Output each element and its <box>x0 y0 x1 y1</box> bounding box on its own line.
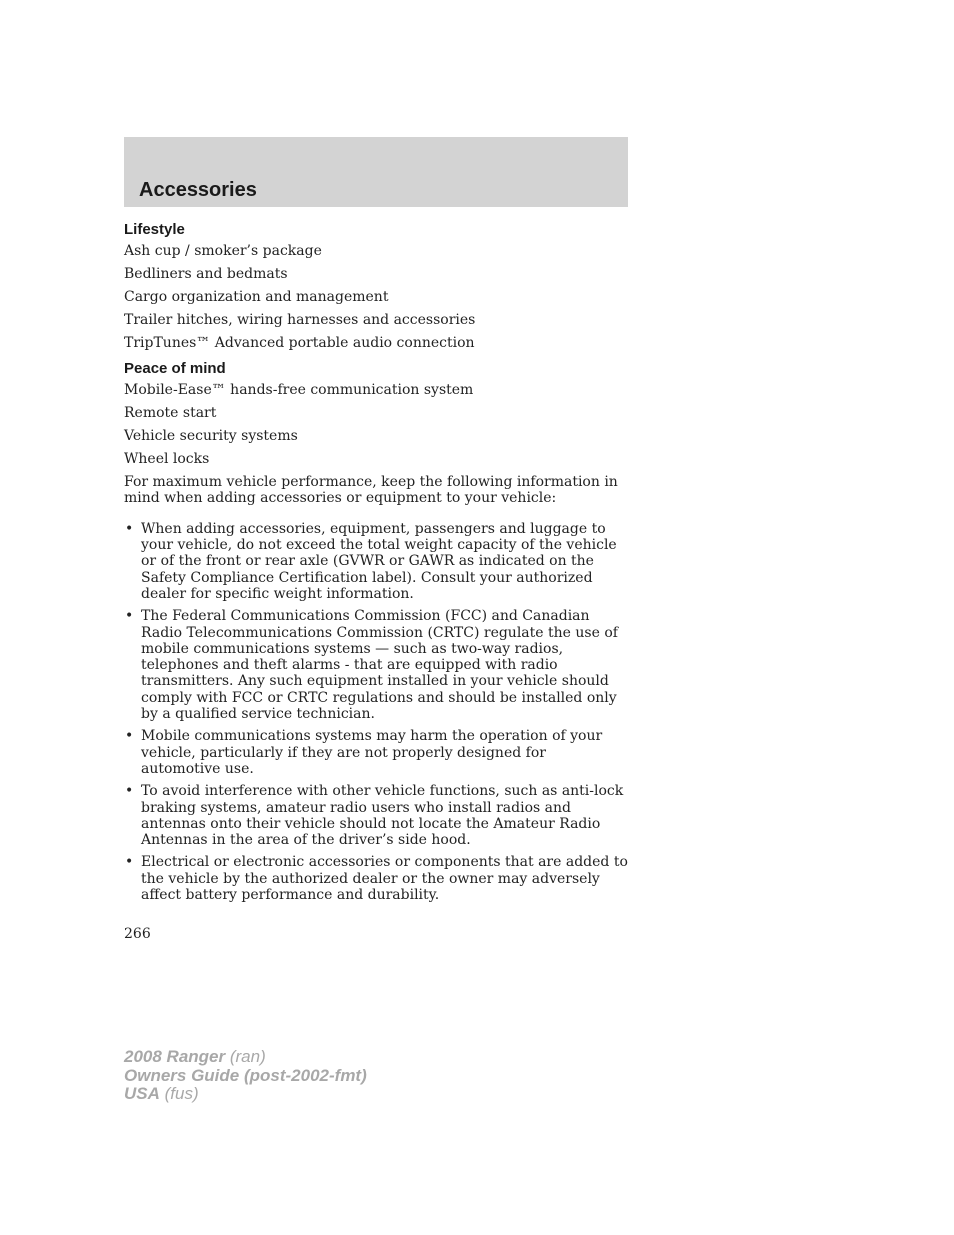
bullet-icon: • <box>125 783 134 800</box>
list-item: Cargo organization and management <box>124 289 389 305</box>
bullet-item <box>124 783 628 848</box>
bullet-text: Mobile communications systems may harm the operation of your vehicle, particularly if they are not properly designed for automotive use. <box>141 728 603 777</box>
bullet-item <box>124 728 628 777</box>
intro-paragraph: For maximum vehicle performance, keep the following information in mind when adding accessories or equipment to your vehicle: <box>124 474 618 507</box>
footer-market: USA <box>124 1084 160 1103</box>
list-item: Bedliners and bedmats <box>124 266 288 282</box>
page-number: 266 <box>124 926 151 942</box>
footer-market-code: (fus) <box>159 1084 199 1103</box>
bullet-text: The Federal Communications Commission (FCC) and Canadian Radio Telecommunications Commission (CRTC) regulate the use of mobile communications systems — such as two-way radios, telephones and theft alarms - that are equipped with radio transmitters. Any such equipment installed in your vehicle should comply with FCC or CRTC regulations and should be installed only by a qualified service technician. <box>141 608 618 723</box>
peace-of-mind-list <box>124 382 628 468</box>
footer-line-guide <box>124 1067 367 1086</box>
bullet-icon: • <box>125 520 134 537</box>
bullet-item <box>124 854 628 903</box>
section-header-band <box>124 137 628 207</box>
footer-line-market <box>124 1085 367 1104</box>
list-item: Mobile-Ease™ hands-free communication system <box>124 382 474 398</box>
guidance-bullet-list <box>124 521 628 904</box>
main-content <box>124 220 628 909</box>
list-item: Wheel locks <box>124 451 210 467</box>
footer-model: 2008 Ranger <box>124 1047 226 1066</box>
bullet-item <box>124 608 628 722</box>
bullet-text: To avoid interference with other vehicle functions, such as anti-lock braking systems, amateur radio users who install radios and antennas onto their vehicle should not locate the Amateur Radio Antennas in the area of the driver’s side hood. <box>141 783 624 849</box>
document-footer <box>124 1048 367 1104</box>
footer-model-code: (ran) <box>225 1047 266 1066</box>
section-heading-peace-of-mind: Peace of mind <box>124 360 226 377</box>
page-title: Accessories <box>139 179 257 201</box>
list-item: Trailer hitches, wiring harnesses and accessories <box>124 312 476 328</box>
footer-guide: Owners Guide (post-2002-fmt) <box>124 1065 367 1085</box>
footer-line-model <box>124 1048 367 1067</box>
bullet-text: When adding accessories, equipment, passengers and luggage to your vehicle, do not exceed the total weight capacity of the vehicle or of the front or rear axle (GVWR or GAWR as indicated on the Safety Compliance Certification label). Consult your authorized dealer for specific weight information. <box>141 520 617 602</box>
list-item: Remote start <box>124 405 217 421</box>
bullet-icon: • <box>125 608 134 625</box>
bullet-text: Electrical or electronic accessories or components that are added to the vehicle by the authorized dealer or the owner may adversely affect battery performance and durability. <box>141 854 628 904</box>
list-item: TripTunes™ Advanced portable audio connection <box>124 335 475 351</box>
bullet-item <box>124 521 628 602</box>
section-heading-lifestyle: Lifestyle <box>124 221 185 238</box>
list-item: Vehicle security systems <box>124 428 298 444</box>
lifestyle-list <box>124 243 628 352</box>
bullet-icon: • <box>125 854 134 871</box>
bullet-icon: • <box>125 728 134 745</box>
list-item: Ash cup / smoker’s package <box>124 243 322 259</box>
